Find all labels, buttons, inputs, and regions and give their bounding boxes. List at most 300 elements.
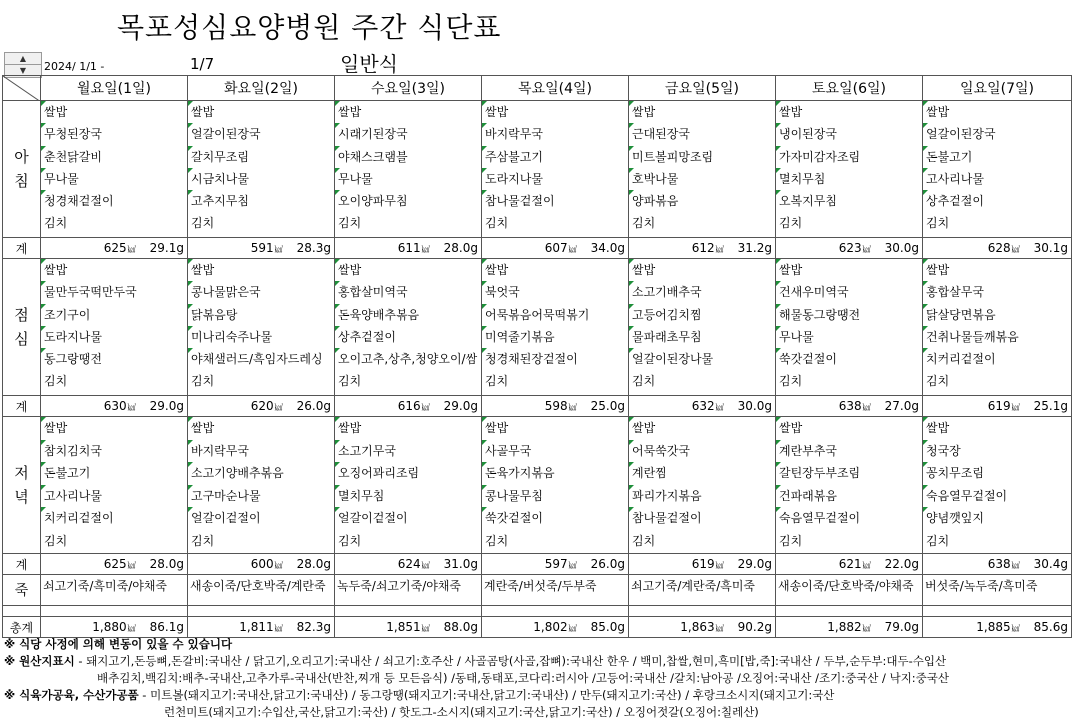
protein-value: 30.0g bbox=[884, 241, 919, 255]
page-title: 목포성심요양병원 주간 식단표 bbox=[117, 11, 502, 44]
protein-value: 27.0g bbox=[884, 399, 919, 413]
lunch-total-row bbox=[3, 396, 1072, 417]
menu-item: 김치 bbox=[779, 533, 803, 548]
menu-item: 소고기양배추볶음 bbox=[188, 462, 334, 485]
breakfast-cell bbox=[41, 101, 188, 238]
menu-item: 돈육양배추볶음 bbox=[335, 304, 481, 326]
subtotal-label: 계 bbox=[3, 396, 41, 417]
breakfast-total-row bbox=[3, 238, 1072, 259]
subtotal-cell bbox=[923, 238, 1072, 259]
kcal-unit: ㎉ bbox=[568, 245, 577, 254]
kcal-unit: ㎉ bbox=[568, 561, 577, 570]
kcal-value: 607㎉ bbox=[544, 241, 577, 255]
subtotal-cell bbox=[923, 396, 1072, 417]
menu-item: 고추지무침 bbox=[188, 190, 334, 212]
menu-item: 오이양파무침 bbox=[335, 190, 481, 212]
kcal-value: 1,802㎉ bbox=[533, 620, 577, 634]
menu-item: 닭볶음탕 bbox=[188, 304, 334, 326]
porridge-cell bbox=[776, 575, 923, 606]
breakfast-cell bbox=[335, 101, 482, 238]
kcal-unit: ㎉ bbox=[1011, 624, 1020, 633]
menu-item: 물만두국떡만두국 bbox=[41, 281, 187, 303]
lunch-cell bbox=[629, 259, 776, 396]
menu-item: 숙음열무겉절이 bbox=[923, 485, 1071, 508]
kcal-value: 1,880㎉ bbox=[92, 620, 136, 634]
note-change: ※ 식당 사정에 의해 변동이 있을 수 있습니다 bbox=[4, 637, 233, 651]
menu-item: 미역줄기볶음 bbox=[482, 326, 628, 348]
protein-value: 79.0g bbox=[884, 620, 919, 634]
kcal-value: 625㎉ bbox=[103, 241, 136, 255]
subtotal-cell bbox=[188, 238, 335, 259]
day-header: 화요일(2일) bbox=[188, 76, 335, 101]
lunch-cell bbox=[776, 259, 923, 396]
note-processed: - 미트볼(돼지고기:국내산,닭고기:국내산) / 동그랑땡(돼지고기:국내산,닭고기:국내산) / 만두(돼지고기:국산) / 후랑크소시지(돼지고기:국산 bbox=[138, 688, 835, 702]
kcal-value: 597㎉ bbox=[544, 557, 577, 571]
menu-item: 쌀밥 bbox=[188, 101, 334, 123]
day-header: 수요일(3일) bbox=[335, 76, 482, 101]
menu-item: 돈불고기 bbox=[923, 146, 1071, 168]
day-header: 금요일(5일) bbox=[629, 76, 776, 101]
menu-item: 얼갈이된장국 bbox=[188, 123, 334, 145]
menu-item: 김치 bbox=[926, 216, 950, 231]
menu-item: 김치 bbox=[191, 216, 215, 231]
lunch-cell bbox=[188, 259, 335, 396]
kcal-unit: ㎉ bbox=[274, 403, 283, 412]
menu-item: 치커리겉절이 bbox=[41, 507, 187, 530]
kcal-unit: ㎉ bbox=[421, 245, 430, 254]
dinner-cell bbox=[629, 417, 776, 554]
menu-item: 양파볶음 bbox=[629, 190, 775, 212]
kcal-value: 612㎉ bbox=[691, 241, 724, 255]
menu-item: 양념깻잎지 bbox=[923, 507, 1071, 530]
menu-item: 주삼불고기 bbox=[482, 146, 628, 168]
breakfast-cell bbox=[482, 101, 629, 238]
menu-item: 야채샐러드/흑임자드레싱 bbox=[188, 348, 334, 370]
menu-item: 얼갈이된장나물 bbox=[629, 348, 775, 370]
menu-item: 쌀밥 bbox=[41, 101, 187, 123]
menu-item: 오이고추,상추,청양오이/쌈 bbox=[335, 348, 481, 370]
subtotal-cell bbox=[41, 396, 188, 417]
menu-item: 상추겉절이 bbox=[335, 326, 481, 348]
lunch-cell bbox=[41, 259, 188, 396]
menu-item: 고구마순나물 bbox=[188, 485, 334, 508]
subtotal-cell bbox=[335, 396, 482, 417]
subtotal-cell bbox=[482, 238, 629, 259]
menu-item: 냉이된장국 bbox=[776, 123, 922, 145]
breakfast-cell bbox=[923, 101, 1072, 238]
menu-item: 건새우미역국 bbox=[776, 281, 922, 303]
kcal-value: 1,811㎉ bbox=[239, 620, 283, 634]
note-processed-label: ※ 식육가공육, 수산가공품 bbox=[4, 688, 139, 702]
kcal-unit: ㎉ bbox=[127, 245, 136, 254]
protein-value: 29.0g bbox=[443, 399, 478, 413]
porridge-cell bbox=[482, 575, 629, 606]
dinner-row bbox=[3, 417, 1072, 554]
kcal-unit: ㎉ bbox=[127, 561, 136, 570]
protein-value: 31.2g bbox=[737, 241, 772, 255]
breakfast-label: 아 침 bbox=[3, 101, 41, 238]
menu-item: 바지락무국 bbox=[482, 123, 628, 145]
menu-item: 쌀밥 bbox=[188, 259, 334, 281]
protein-value: 25.0g bbox=[590, 399, 625, 413]
kcal-value: 591㎉ bbox=[250, 241, 283, 255]
dinner-cell bbox=[335, 417, 482, 554]
menu-item: 닭살당면볶음 bbox=[923, 304, 1071, 326]
menu-item: 쑥갓겉절이 bbox=[776, 348, 922, 370]
kcal-value: 621㎉ bbox=[838, 557, 871, 571]
menu-item: 김치 bbox=[44, 216, 68, 231]
grand-total-cell bbox=[41, 617, 188, 638]
menu-type: 일반식 bbox=[340, 52, 398, 76]
protein-value: 26.0g bbox=[590, 557, 625, 571]
kcal-unit: ㎉ bbox=[1011, 245, 1020, 254]
kcal-unit: ㎉ bbox=[127, 403, 136, 412]
note-origin-label: ※ 원산지표시 bbox=[4, 654, 75, 668]
menu-item: 얼갈이겉절이 bbox=[335, 507, 481, 530]
porridge-cell bbox=[629, 575, 776, 606]
menu-item: 꽁치무조림 bbox=[923, 462, 1071, 485]
menu-item: 쌀밥 bbox=[482, 417, 628, 440]
protein-value: 30.0g bbox=[737, 399, 772, 413]
day-header: 토요일(6일) bbox=[776, 76, 923, 101]
subtotal-cell bbox=[41, 554, 188, 575]
menu-item: 청경채된장겉절이 bbox=[482, 348, 628, 370]
menu-item: 쌀밥 bbox=[776, 417, 922, 440]
breakfast-cell bbox=[188, 101, 335, 238]
date-end: 1/7 bbox=[190, 55, 215, 73]
grand-total-cell bbox=[482, 617, 629, 638]
kcal-value: 1,851㎉ bbox=[386, 620, 430, 634]
kcal-value: 630㎉ bbox=[103, 399, 136, 413]
menu-item: 돈육가지볶음 bbox=[482, 462, 628, 485]
menu-item: 어묵볶음어묵떡볶기 bbox=[482, 304, 628, 326]
kcal-value: 623㎉ bbox=[838, 241, 871, 255]
subtotal-cell bbox=[923, 554, 1072, 575]
grand-total-label: 총계 bbox=[3, 617, 41, 638]
grand-total-cell bbox=[335, 617, 482, 638]
kcal-value: 620㎉ bbox=[250, 399, 283, 413]
protein-value: 29.1g bbox=[149, 241, 184, 255]
menu-item: 참나물겉절이 bbox=[482, 190, 628, 212]
menu-item: 쌀밥 bbox=[629, 101, 775, 123]
kcal-unit: ㎉ bbox=[715, 624, 724, 633]
kcal-unit: ㎉ bbox=[568, 624, 577, 633]
menu-item: 해물동그랑땡전 bbox=[776, 304, 922, 326]
kcal-unit: ㎉ bbox=[274, 245, 283, 254]
protein-value: 88.0g bbox=[443, 620, 478, 634]
menu-item: 쌀밥 bbox=[923, 101, 1071, 123]
menu-item: 치커리겉절이 bbox=[923, 348, 1071, 370]
menu-item: 김치 bbox=[632, 216, 656, 231]
dinner-cell bbox=[482, 417, 629, 554]
kcal-value: 616㎉ bbox=[397, 399, 430, 413]
grand-total-cell bbox=[923, 617, 1072, 638]
porridge-value: 계란죽/버섯죽/두부죽 bbox=[484, 579, 597, 593]
subtotal-cell bbox=[482, 554, 629, 575]
grand-total-cell bbox=[776, 617, 923, 638]
subtotal-label: 계 bbox=[3, 554, 41, 575]
lunch-cell bbox=[923, 259, 1072, 396]
kcal-unit: ㎉ bbox=[715, 245, 724, 254]
day-header: 월요일(1일) bbox=[41, 76, 188, 101]
menu-item: 쌀밥 bbox=[482, 101, 628, 123]
menu-item: 쌀밥 bbox=[923, 259, 1071, 281]
menu-item: 김치 bbox=[485, 374, 509, 389]
porridge-value: 새송이죽/단호박죽/계란죽 bbox=[190, 579, 326, 593]
kcal-unit: ㎉ bbox=[274, 624, 283, 633]
menu-item: 갈틴장두부조림 bbox=[776, 462, 922, 485]
kcal-unit: ㎉ bbox=[421, 561, 430, 570]
corner-cell bbox=[3, 76, 41, 101]
protein-value: 29.0g bbox=[737, 557, 772, 571]
menu-item: 소고기무국 bbox=[335, 440, 481, 463]
menu-item: 쌀밥 bbox=[41, 417, 187, 440]
menu-item: 멸치무침 bbox=[335, 485, 481, 508]
menu-item: 쑥갓겉절이 bbox=[482, 507, 628, 530]
menu-item: 가자미감자조림 bbox=[776, 146, 922, 168]
kcal-value: 1,863㎉ bbox=[680, 620, 724, 634]
menu-table bbox=[2, 75, 1072, 638]
grand-total-cell bbox=[188, 617, 335, 638]
menu-item: 쌀밥 bbox=[482, 259, 628, 281]
menu-item: 어묵쑥갓국 bbox=[629, 440, 775, 463]
header-row bbox=[3, 76, 1072, 101]
menu-item: 갈치무조림 bbox=[188, 146, 334, 168]
kcal-value: 600㎉ bbox=[250, 557, 283, 571]
menu-item: 홍합살미역국 bbox=[335, 281, 481, 303]
kcal-unit: ㎉ bbox=[274, 561, 283, 570]
subtotal-cell bbox=[629, 554, 776, 575]
porridge-cell bbox=[41, 575, 188, 606]
porridge-value: 녹두죽/쇠고기죽/야채죽 bbox=[337, 579, 462, 593]
protein-value: 28.0g bbox=[296, 557, 331, 571]
dinner-cell bbox=[188, 417, 335, 554]
lunch-row bbox=[3, 259, 1072, 396]
menu-item: 호박나물 bbox=[629, 168, 775, 190]
menu-item: 근대된장국 bbox=[629, 123, 775, 145]
menu-item: 쌀밥 bbox=[629, 259, 775, 281]
lunch-label: 점 심 bbox=[3, 259, 41, 396]
breakfast-cell bbox=[629, 101, 776, 238]
subtotal-cell bbox=[776, 554, 923, 575]
kcal-unit: ㎉ bbox=[568, 403, 577, 412]
menu-item: 무나물 bbox=[41, 168, 187, 190]
date-start: 2024/ 1/1 - bbox=[44, 60, 105, 73]
kcal-value: 1,885㎉ bbox=[976, 620, 1020, 634]
menu-item: 물파래초무침 bbox=[629, 326, 775, 348]
kcal-unit: ㎉ bbox=[715, 561, 724, 570]
kcal-unit: ㎉ bbox=[421, 624, 430, 633]
porridge-value: 쇠고기죽/계란죽/흑미죽 bbox=[631, 579, 756, 593]
menu-item: 꽈리가지볶음 bbox=[629, 485, 775, 508]
subtotal-label: 계 bbox=[3, 238, 41, 259]
menu-item: 동그랑땡전 bbox=[41, 348, 187, 370]
menu-item: 김치 bbox=[338, 216, 362, 231]
menu-item: 쌀밥 bbox=[335, 259, 481, 281]
kcal-value: 619㎉ bbox=[691, 557, 724, 571]
subtotal-cell bbox=[188, 396, 335, 417]
menu-item: 미트볼피망조림 bbox=[629, 146, 775, 168]
menu-item: 조기구이 bbox=[41, 304, 187, 326]
menu-item: 청경채겉절이 bbox=[41, 190, 187, 212]
menu-item: 돈불고기 bbox=[41, 462, 187, 485]
grand-total-cell bbox=[629, 617, 776, 638]
day-header: 일요일(7일) bbox=[923, 76, 1072, 101]
protein-value: 34.0g bbox=[590, 241, 625, 255]
protein-value: 85.0g bbox=[590, 620, 625, 634]
spinner-down-icon[interactable]: ▼ bbox=[5, 64, 41, 76]
porridge-cell bbox=[188, 575, 335, 606]
menu-item: 참치김치국 bbox=[41, 440, 187, 463]
menu-item: 김치 bbox=[338, 533, 362, 548]
protein-value: 28.3g bbox=[296, 241, 331, 255]
dinner-cell bbox=[776, 417, 923, 554]
porridge-value: 새송이죽/단호박죽/야채죽 bbox=[778, 579, 914, 593]
menu-item: 오복지무침 bbox=[776, 190, 922, 212]
protein-value: 29.0g bbox=[149, 399, 184, 413]
menu-item: 쌀밥 bbox=[923, 417, 1071, 440]
menu-item: 콩나물무침 bbox=[482, 485, 628, 508]
protein-value: 26.0g bbox=[296, 399, 331, 413]
menu-item: 사골무국 bbox=[482, 440, 628, 463]
kcal-value: 638㎉ bbox=[838, 399, 871, 413]
menu-item: 김치 bbox=[926, 533, 950, 548]
subtotal-cell bbox=[629, 396, 776, 417]
menu-item: 춘천닭갈비 bbox=[41, 146, 187, 168]
subtotal-cell bbox=[335, 554, 482, 575]
dinner-cell bbox=[41, 417, 188, 554]
protein-value: 31.0g bbox=[443, 557, 478, 571]
kcal-unit: ㎉ bbox=[1011, 561, 1020, 570]
menu-item: 쌀밥 bbox=[629, 417, 775, 440]
menu-item: 얼갈이겉절이 bbox=[188, 507, 334, 530]
menu-item: 상추겉절이 bbox=[923, 190, 1071, 212]
spacer-row bbox=[3, 606, 1072, 617]
dinner-total-row bbox=[3, 554, 1072, 575]
protein-value: 28.0g bbox=[443, 241, 478, 255]
protein-value: 85.6g bbox=[1033, 620, 1068, 634]
menu-item: 참나물겉절이 bbox=[629, 507, 775, 530]
menu-item: 쌀밥 bbox=[776, 259, 922, 281]
menu-item: 김치 bbox=[485, 533, 509, 548]
protein-value: 82.3g bbox=[296, 620, 331, 634]
subtotal-cell bbox=[776, 396, 923, 417]
menu-item: 김치 bbox=[191, 374, 215, 389]
kcal-unit: ㎉ bbox=[715, 403, 724, 412]
porridge-value: 쇠고기죽/흑미죽/야채죽 bbox=[43, 579, 168, 593]
kcal-unit: ㎉ bbox=[862, 245, 871, 254]
subtotal-cell bbox=[776, 238, 923, 259]
menu-item: 쌀밥 bbox=[335, 101, 481, 123]
protein-value: 90.2g bbox=[737, 620, 772, 634]
kcal-value: 624㎉ bbox=[397, 557, 430, 571]
kcal-unit: ㎉ bbox=[862, 624, 871, 633]
menu-item: 김치 bbox=[779, 374, 803, 389]
menu-item: 김치 bbox=[779, 216, 803, 231]
menu-item: 무청된장국 bbox=[41, 123, 187, 145]
menu-item: 바지락무국 bbox=[188, 440, 334, 463]
kcal-unit: ㎉ bbox=[127, 624, 136, 633]
porridge-value: 버섯죽/녹두죽/흑미죽 bbox=[925, 579, 1038, 593]
kcal-unit: ㎉ bbox=[862, 403, 871, 412]
menu-item: 무나물 bbox=[335, 168, 481, 190]
menu-item: 건취나물들깨볶음 bbox=[923, 326, 1071, 348]
menu-item: 김치 bbox=[926, 374, 950, 389]
protein-value: 22.0g bbox=[884, 557, 919, 571]
breakfast-cell bbox=[776, 101, 923, 238]
note-origin: - 돼지고기,돈등뼈,돈갈비:국내산 / 닭고기,오리고기:국내산 / 쇠고기:호주산 / 사골곰탕(사골,잡뼈):국내산 한우 / 백미,찹쌀,현미,흑미[밥,죽]:국내산 / 두부,순두부:대두-수입산 bbox=[74, 654, 947, 668]
dinner-cell bbox=[923, 417, 1072, 554]
porridge-cell bbox=[335, 575, 482, 606]
menu-item: 고사리나물 bbox=[923, 168, 1071, 190]
menu-item: 김치 bbox=[44, 533, 68, 548]
lunch-cell bbox=[335, 259, 482, 396]
menu-item: 숙음열무겉절이 bbox=[776, 507, 922, 530]
kcal-value: 619㎉ bbox=[987, 399, 1020, 413]
spinner-up-icon[interactable]: ▲ bbox=[19, 54, 27, 63]
kcal-unit: ㎉ bbox=[421, 403, 430, 412]
menu-item: 쌀밥 bbox=[41, 259, 187, 281]
menu-item: 김치 bbox=[191, 533, 215, 548]
kcal-value: 638㎉ bbox=[987, 557, 1020, 571]
kcal-value: 628㎉ bbox=[987, 241, 1020, 255]
menu-item: 콩나물맑은국 bbox=[188, 281, 334, 303]
menu-item: 소고기배추국 bbox=[629, 281, 775, 303]
menu-item: 김치 bbox=[485, 216, 509, 231]
menu-item: 계란부추국 bbox=[776, 440, 922, 463]
menu-item: 계란찜 bbox=[629, 462, 775, 485]
menu-item: 고등어김치찜 bbox=[629, 304, 775, 326]
menu-item: 청국장 bbox=[923, 440, 1071, 463]
kcal-value: 625㎉ bbox=[103, 557, 136, 571]
subtotal-cell bbox=[629, 238, 776, 259]
kcal-unit: ㎉ bbox=[1011, 403, 1020, 412]
dinner-label: 저 녁 bbox=[3, 417, 41, 554]
breakfast-row bbox=[3, 101, 1072, 238]
menu-item: 멸치무침 bbox=[776, 168, 922, 190]
notes bbox=[4, 636, 1069, 721]
menu-item: 김치 bbox=[44, 374, 68, 389]
menu-item: 야채스크램블 bbox=[335, 146, 481, 168]
kcal-value: 611㎉ bbox=[397, 241, 430, 255]
kcal-value: 632㎉ bbox=[691, 399, 724, 413]
menu-item: 고사리나물 bbox=[41, 485, 187, 508]
menu-item: 쌀밥 bbox=[335, 417, 481, 440]
menu-item: 시금치나물 bbox=[188, 168, 334, 190]
menu-item: 쌀밥 bbox=[776, 101, 922, 123]
menu-item: 김치 bbox=[338, 374, 362, 389]
protein-value: 28.0g bbox=[149, 557, 184, 571]
menu-item: 건파래볶음 bbox=[776, 485, 922, 508]
protein-value: 25.1g bbox=[1033, 399, 1068, 413]
menu-item: 김치 bbox=[632, 374, 656, 389]
subtotal-cell bbox=[188, 554, 335, 575]
subtotal-cell bbox=[41, 238, 188, 259]
menu-item: 북엇국 bbox=[482, 281, 628, 303]
note-processed-2: 런천미트(돼지고기:수입산,국산,닭고기:국산) / 핫도그-소시지(돼지고기:국산,닭고기:국산) / 오징어젓갈(오징어:칠레산) bbox=[164, 705, 759, 719]
subtotal-cell bbox=[335, 238, 482, 259]
kcal-unit: ㎉ bbox=[862, 561, 871, 570]
kcal-value: 598㎉ bbox=[544, 399, 577, 413]
menu-item: 무나물 bbox=[776, 326, 922, 348]
menu-item: 쌀밥 bbox=[188, 417, 334, 440]
subtotal-cell bbox=[482, 396, 629, 417]
lunch-cell bbox=[482, 259, 629, 396]
menu-item: 도라지나물 bbox=[41, 326, 187, 348]
protein-value: 30.4g bbox=[1033, 557, 1068, 571]
menu-item: 도라지나물 bbox=[482, 168, 628, 190]
porridge-row bbox=[3, 575, 1072, 606]
